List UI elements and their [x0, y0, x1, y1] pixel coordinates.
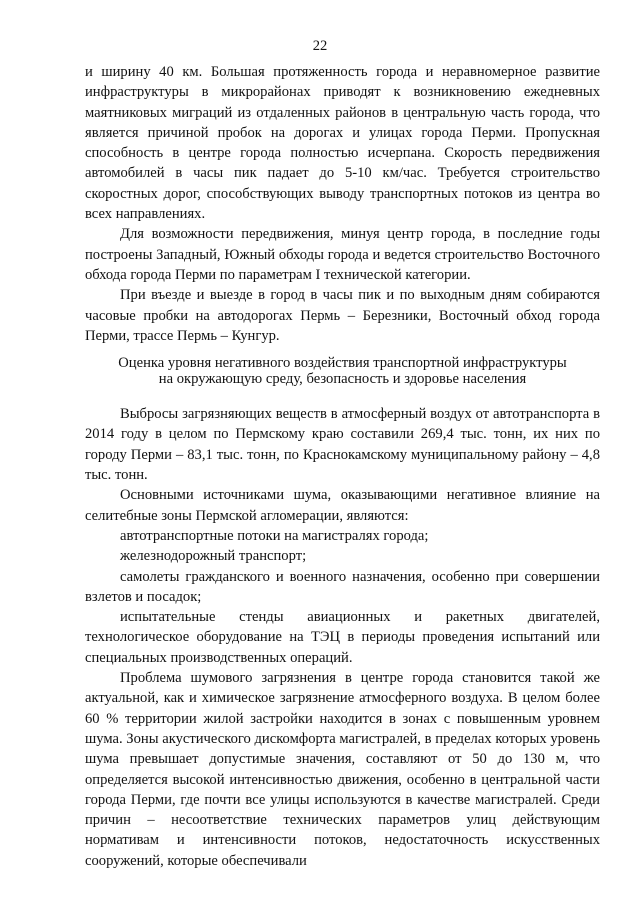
paragraph-noise-problem: Проблема шумового загрязнения в центре города становится такой же актуальной, как и химическое загрязнение атмосферного воздуха. В целом более 60 % территории жилой застройки находится в зонах с повышенным уровнем шума. Зоны акустического дискомфорта магистралей, в пределах которых уровень шума превышает допустимые значения, составляют от 50 до 130 м, что определяется высокой интенсивностью движения, особенно в центральной части города Перми, где почти все улицы используются в качестве магистралей. Среди причин – несоответствие технических параметров улиц действующим нормативам и интенсивности потоков, недостаточность искусственных сооружений, которые обеспечивали: [85, 670, 600, 869]
page-number: 22: [312, 38, 328, 54]
paragraph-bypass-roads: Для возможности передвижения, минуя центр города, в последние годы построены Западный, Южный обходы города и ведется строительство Восточного обхода города Перми по параметрам I технической категории.: [85, 226, 600, 283]
section-heading: [85, 346, 600, 404]
list-item-noise-source: самолеты гражданского и военного назначения, особенно при совершении взлетов и посадок;: [85, 568, 600, 605]
list-item-noise-source: испытательные стенды авиационных и ракетных двигателей, технологическое оборудование на ТЭЦ в периоды проведения испытаний или специальных производственных операций.: [85, 609, 600, 666]
paragraph-emissions: Выбросы загрязняющих веществ в атмосферный воздух от автотранспорта в 2014 году в целом по Пермскому краю составили 269,4 тыс. тонн, их них по городу Перми – 83,1 тыс. тонн, по Краснокамскому муниципальному району – 4,8 тыс. тонн.: [85, 406, 600, 484]
paragraph-traffic-jams: При въезде и выезде в город в часы пик и по выходным дням собираются часовые пробки на автодорогах Пермь – Березники, Восточный обход города Перми, трассе Пермь – Кунгур.: [85, 287, 600, 344]
section-heading-line-1: Оценка уровня негативного воздействия транспортной инфраструктуры: [118, 355, 567, 372]
list-item-noise-source: железнодорожный транспорт;: [120, 548, 307, 565]
section-heading-line-2: на окружающую среду, безопасность и здоровье населения: [158, 370, 527, 387]
paragraph-noise-sources-intro: Основными источниками шума, оказывающими негативное влияние на селитебные зоны Пермской агломерации, являются:: [85, 487, 600, 524]
body-text: [85, 62, 600, 871]
paragraph-traffic-congestion: и ширину 40 км. Большая протяженность города и неравномерное развитие инфраструктуры в микрорайонах приводят к возникновению ежедневных маятниковых миграций из отдаленных районов в центральную часть города, что является причиной пробок на дорогах и улицах города Перми. Пропускная способность в центре города полностью исчерпана. Скорость передвижения автомобилей в часы пик падает до 5-10 км/час. Требуется строительство скоростных дорог, способствующих выводу транспортных потоков из центра во всех направлениях.: [85, 64, 600, 223]
list-item-noise-source: автотранспортные потоки на магистралях города;: [120, 527, 429, 544]
